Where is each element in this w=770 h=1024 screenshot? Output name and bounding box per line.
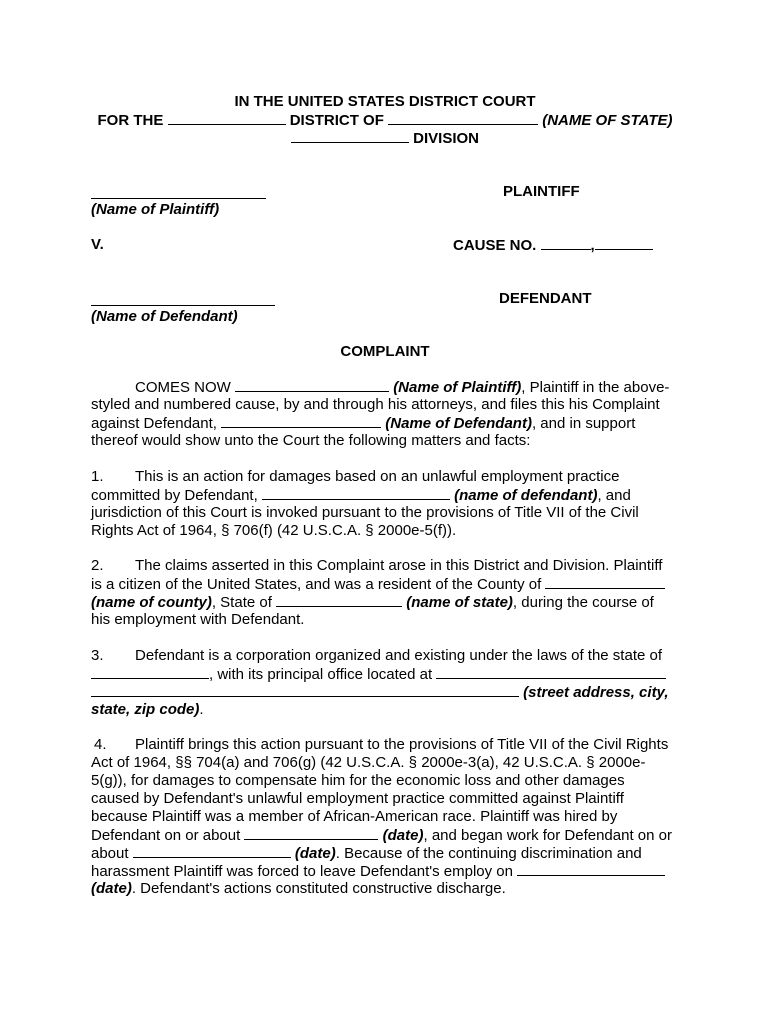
para-4-line-6-tail: , and began work for Defendant on or [423, 827, 672, 844]
para-2-line-3-tail: , during the course of [512, 594, 654, 611]
district-of-label: DISTRICT OF [289, 112, 384, 129]
county-blank[interactable] [545, 575, 665, 589]
resident-county-text: is a citizen of the United States, and was a resident of the County of [91, 576, 542, 593]
name-of-state-hint-2: (name of state) [406, 594, 513, 611]
para-4-line-7-tail: . Because of the continuing discrimination and [335, 845, 642, 862]
principal-office-text: , with its principal office located at [209, 666, 433, 683]
start-date-hint: (date) [294, 845, 336, 862]
para-2-line-3 [91, 593, 691, 612]
name-of-state-hint: (NAME OF STATE) [542, 112, 673, 129]
name-of-defendant-hint: (Name of Defendant) [91, 308, 238, 325]
para-4-line-2: Act of 1964, §§ 704(a) and 706(g) (42 U.S.C.A. § 2000e-3(a), 42 U.S.C.A. § 2000e- [91, 754, 646, 771]
para-2-line-4: his employment with Defendant. [91, 611, 305, 628]
cause-no-label: CAUSE NO. [453, 237, 537, 254]
state-zip-hint: state, zip code) [91, 701, 200, 718]
intro-line-1 [135, 378, 735, 397]
comes-now-text: COMES NOW [135, 379, 231, 396]
intro-line-1-tail: , Plaintiff in the above- [521, 379, 670, 396]
incorporation-state-blank[interactable] [91, 665, 209, 679]
para-4-line-7 [91, 844, 691, 863]
hire-date-blank[interactable] [244, 826, 378, 840]
defendant-label: DEFENDANT [499, 290, 592, 307]
state-blank[interactable] [388, 111, 538, 125]
cause-separator: , [590, 237, 595, 254]
para-4-line-8 [91, 862, 691, 881]
forced-to-leave-text: harassment Plaintiff was forced to leave Defendant's employ on [91, 863, 513, 880]
para-2-number: 2. [91, 557, 104, 574]
principal-office-blank[interactable] [436, 665, 666, 679]
para-4-line-6 [91, 826, 691, 845]
para-3-line-1: Defendant is a corporation organized and existing under the laws of the state of [135, 647, 662, 664]
complaint-title: COMPLAINT [340, 343, 430, 360]
division-label: DIVISION [413, 130, 480, 147]
court-title: IN THE UNITED STATES DISTRICT COURT [234, 93, 536, 110]
intro-line-2: styled and numbered cause, by and through his attorneys, and files this his Complaint [91, 396, 660, 413]
para-4-line-3: 5(g)), for damages to compensate him for the economic loss and other damages [91, 772, 625, 789]
versus-label: V. [91, 236, 104, 253]
para-3-number: 3. [91, 647, 104, 664]
plaintiff-label: PLAINTIFF [503, 183, 580, 200]
division-blank[interactable] [291, 129, 409, 143]
para-4-number: 4. [94, 736, 107, 753]
para-3-line-4 [91, 701, 691, 719]
para-2-line-2 [91, 575, 691, 594]
plaintiff-name-blank[interactable] [91, 198, 266, 199]
para-1-line-2 [91, 486, 691, 505]
name-of-plaintiff-hint: (Name of Plaintiff) [91, 201, 220, 218]
for-the-label: FOR THE [97, 112, 164, 129]
cause-no-blank-1[interactable] [541, 236, 591, 250]
para-1-number: 1. [91, 468, 104, 485]
cause-no-blank-2[interactable] [595, 236, 653, 250]
division-line [0, 129, 770, 148]
intro-plaintiff-blank[interactable] [235, 378, 389, 392]
para-1-line-3: jurisdiction of this Court is invoked pursuant to the provisions of Title VII of the Civil [91, 504, 639, 521]
para-3-line-3 [91, 683, 691, 702]
defendant-name-blank[interactable] [91, 305, 275, 306]
para-4-line-5: because Plaintiff was a member of African-American race. Plaintiff was hired by [91, 808, 618, 825]
street-address-hint: (street address, city, [523, 684, 669, 701]
para-2-line-1: The claims asserted in this Complaint arose in this District and Division. Plaintiff [135, 557, 663, 574]
constructive-discharge-text: . Defendant's actions constituted constructive discharge. [131, 880, 506, 897]
intro-plaintiff-hint: (Name of Plaintiff) [393, 379, 522, 396]
para-1-defendant-hint: (name of defendant) [454, 487, 598, 504]
district-line [0, 111, 770, 130]
intro-defendant-blank[interactable] [221, 414, 381, 428]
para-3-line-2 [91, 665, 691, 684]
intro-line-3 [91, 414, 691, 433]
para-4-line-9 [91, 880, 691, 898]
name-of-county-hint: (name of county) [91, 594, 212, 611]
leave-date-hint: (date) [91, 880, 132, 897]
intro-line-3-tail: , and in support [531, 415, 636, 432]
para-2-state-blank[interactable] [276, 593, 402, 607]
hire-date-hint: (date) [382, 827, 424, 844]
hired-on-text: Defendant on or about [91, 827, 241, 844]
para-1-line-2-tail: , and [597, 487, 631, 504]
para-1-line-4: Rights Act of 1964, § 706(f) (42 U.S.C.A. § 2000e-5(f)). [91, 522, 457, 539]
district-blank[interactable] [168, 111, 286, 125]
state-of-text: , State of [211, 594, 272, 611]
para-1-line-1: This is an action for damages based on an unlawful employment practice [135, 468, 620, 485]
about-text: about [91, 845, 129, 862]
para-1-defendant-blank[interactable] [262, 486, 450, 500]
para-4-line-1: Plaintiff brings this action pursuant to the provisions of Title VII of the Civil Rights [135, 736, 669, 753]
against-defendant-text: against Defendant, [91, 415, 217, 432]
para-4-line-4: caused by Defendant's unlawful employment practice committed against Plaintiff [91, 790, 624, 807]
intro-line-4: thereof would show unto the Court the following matters and facts: [91, 432, 531, 449]
committed-by-text: committed by Defendant, [91, 487, 258, 504]
leave-date-blank[interactable] [517, 862, 665, 876]
intro-defendant-hint: (Name of Defendant) [385, 415, 532, 432]
street-address-blank[interactable] [91, 683, 519, 697]
cause-number-line [453, 236, 653, 255]
start-date-blank[interactable] [133, 844, 291, 858]
para-3-period: . [199, 701, 204, 718]
